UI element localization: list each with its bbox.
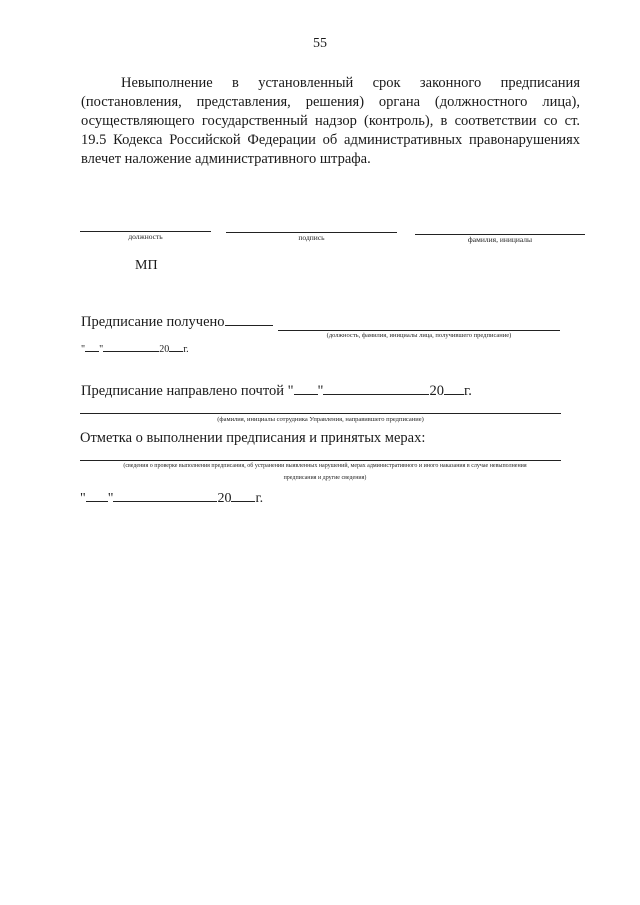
received-date: " " 20 г. [81, 344, 189, 355]
received-caption: (должность, фамилия, инициалы лица, получившего предписание) [326, 332, 512, 339]
fulfilment-label: Отметка о выполнении предписания и принятых мерах: [80, 430, 426, 446]
received-row [81, 313, 273, 331]
mailed-label: Предписание направлено почтой " [81, 383, 294, 399]
mailed-line [80, 413, 561, 414]
fulfilment-caption-2: предписания и другие сведения) [283, 475, 367, 481]
mailed-caption: (фамилия, инициалы сотрудника Управления, направившего предписание) [217, 416, 424, 423]
caption-signature: подпись [298, 233, 325, 242]
page-number: 55 [313, 36, 327, 51]
stamp-label: МП [135, 258, 158, 273]
received-label: Предписание получено [81, 314, 225, 330]
caption-position: должность [128, 232, 163, 241]
mailed-row: Предписание направлено почтой " " 20 г. [81, 383, 472, 399]
paragraph-liability: Невыполнение в установленный срок законного предписания (постановления, представления, решения) органа (должностного лица), осуществляющего государственный надзор (контроль), в соответствии со ст. 19.5 Кодекса Российской Федерации об административных правонарушениях влечет наложение административного штрафа. [81, 75, 580, 167]
fulfilment-line [80, 460, 561, 461]
fulfilment-caption-1: (сведения о проверке выполнения предписания, об устранении выявленных нарушений, мерах административного и иного наказания в случае невыполнения [123, 463, 527, 469]
caption-name: фамилия, инициалы [467, 235, 533, 244]
fulfilment-date: " " 20 г. [80, 491, 264, 506]
